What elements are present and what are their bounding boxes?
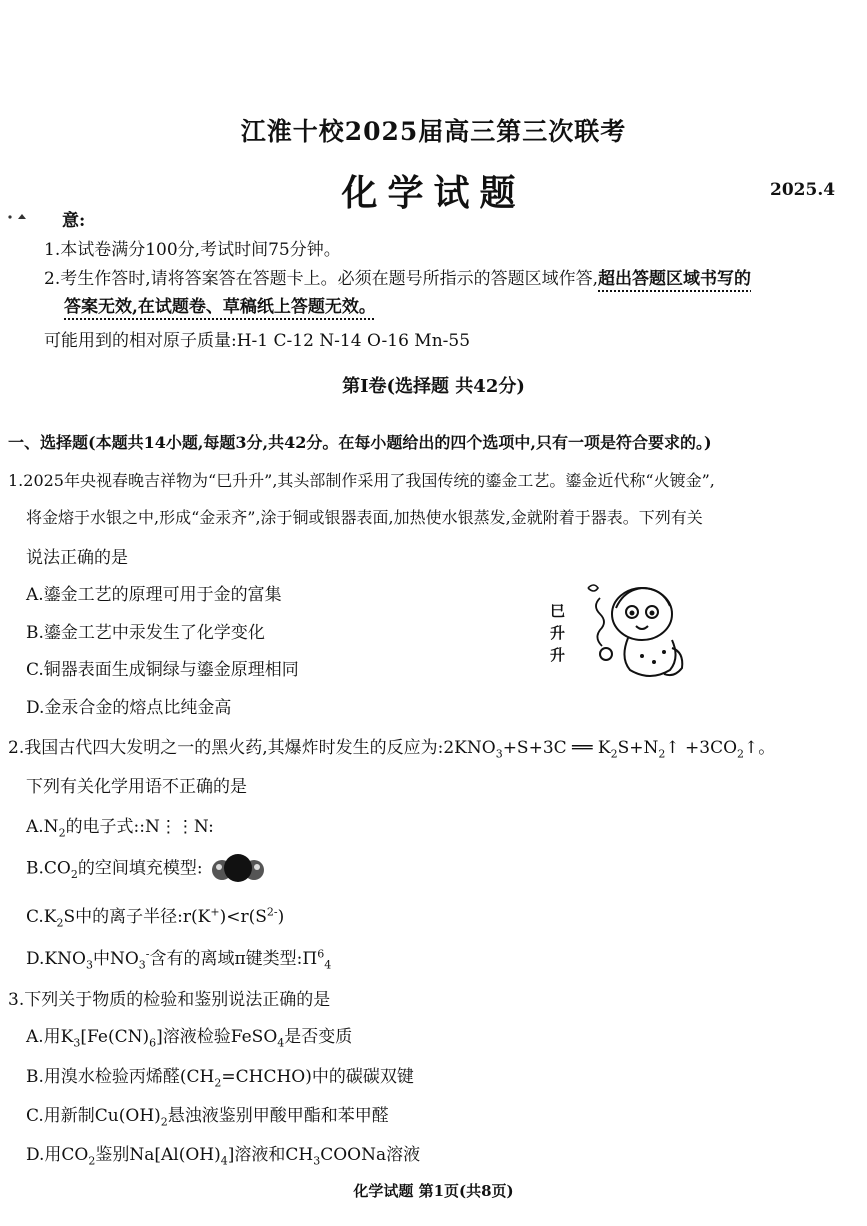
q1-option-a: A.鎏金工艺的原理可用于金的富集: [26, 585, 282, 605]
q3-sub: 2: [160, 1115, 168, 1129]
q3-a-mid: [Fe(CN): [80, 1027, 150, 1047]
q2-stem-line2: 下列有关化学用语不正确的是: [26, 777, 247, 797]
exam-date: 2025.4: [770, 180, 836, 200]
q2-stem-end: ↑。: [744, 738, 776, 758]
q2-d-pre: D.KNO: [26, 949, 86, 969]
page-footer: 化学试题 第1页(共8页): [353, 1182, 514, 1200]
q3-sub: 3: [73, 1036, 81, 1050]
notice-item-2-cont: 答案无效,在试题卷、草稿纸上答题无效。: [64, 297, 376, 317]
q3-option-a: [26, 1022, 352, 1049]
q3-a-mid2: ]溶液检验FeSO: [156, 1027, 278, 1047]
q2-d-post: 含有的离域π键类型:Π: [149, 949, 318, 969]
q3-d-end: COONa溶液: [320, 1145, 421, 1165]
q3-sub: 2: [214, 1076, 222, 1090]
q2-b-post: 的空间填充模型:: [77, 858, 203, 879]
q3-d-pre: D.用CO: [26, 1145, 89, 1165]
q2-sup: 2-: [266, 905, 278, 919]
q2-d-mid: 中NO: [92, 949, 139, 969]
q2-option-b: [26, 852, 268, 886]
q2-sub: 3: [85, 958, 93, 972]
co2-space-filling-model-icon: [208, 852, 268, 886]
q3-c-pre: C.用新制Cu(OH): [26, 1106, 161, 1126]
q3-d-mid: 鉴别Na[Al(OH): [95, 1145, 221, 1165]
q2-sub: 2: [658, 747, 666, 761]
q2-sub: 4: [324, 958, 332, 972]
q1-stem-line3: 说法正确的是: [26, 548, 128, 568]
q2-sub: 2: [610, 747, 618, 761]
q2-option-a: [26, 812, 214, 839]
atomic-masses: 可能用到的相对原子质量:H-1 C-12 N-14 O-16 Mn-55: [44, 331, 471, 351]
scan-mark-icon: [6, 210, 34, 224]
q3-sub: 3: [313, 1154, 321, 1168]
q2-c-mid: S中的离子半径:r(K: [63, 907, 211, 927]
notice-item-2-emphasis: 超出答题区域书写的: [598, 269, 752, 289]
notice-item-2-text: 2.考生作答时,请将答案答在答题卡上。必须在题号所指示的答题区域作答,: [44, 269, 599, 289]
q3-a-pre: A.用K: [26, 1027, 74, 1047]
q2-a-pre: A.N: [26, 817, 59, 837]
section-instruction: 一、选择题(本题共14小题,每题3分,共42分。在每小题给出的四个选项中,只有一项是符合要求的。): [8, 433, 712, 452]
q2-stem-mid2: ↑ +3CO: [665, 738, 738, 758]
q3-sub: 6: [149, 1036, 157, 1050]
q2-sup: 6: [317, 947, 325, 961]
q2-stem-post: +S+3C ══ K: [502, 738, 611, 758]
q3-stem: 3.下列关于物质的检验和鉴别说法正确的是: [8, 990, 331, 1010]
q2-sub: 2: [737, 747, 745, 761]
q3-sub: 4: [220, 1154, 228, 1168]
notice-item-1: 1.本试卷满分100分,考试时间75分钟。: [44, 240, 341, 260]
q2-c-pre: C.K: [26, 907, 57, 927]
q3-b-post: =CHCHO)中的碳碳双键: [221, 1067, 414, 1087]
q3-sub: 4: [277, 1036, 285, 1050]
q2-sub: 2: [70, 867, 78, 881]
q2-stem-pre: 2.我国古代四大发明之一的黑火药,其爆炸时发生的反应为:2KNO: [8, 738, 496, 758]
notice-item-2: [44, 264, 751, 289]
q3-a-end: 是否变质: [284, 1027, 353, 1047]
notice-heading: 意:: [62, 211, 86, 231]
q2-sub: 3: [495, 747, 503, 761]
subject-title: 化学试题: [341, 172, 526, 214]
q2-sub: 2: [58, 826, 66, 840]
section-title: 第I卷(选择题 共42分): [342, 376, 525, 397]
q2-stem-mid: S+N: [617, 738, 659, 758]
q2-sub: 2: [56, 916, 64, 930]
q2-option-d: [26, 944, 331, 971]
q2-sub: 3: [138, 958, 146, 972]
q2-option-c: [26, 902, 284, 929]
exam-title: 江淮十校2025届高三第三次联考: [240, 117, 627, 146]
q3-sub: 2: [88, 1154, 96, 1168]
q2-c-end: ): [277, 907, 285, 927]
q3-option-b: [26, 1062, 414, 1089]
q2-sup: -: [145, 947, 150, 961]
q2-sup: +: [210, 905, 220, 919]
q3-b-pre: B.用溴水检验丙烯醛(CH: [26, 1067, 215, 1087]
q2-c-mid2: )<r(S: [219, 907, 267, 927]
snake-mascot-icon: [540, 578, 690, 688]
mascot-label: 巳升升: [550, 602, 566, 664]
q3-c-post: 悬浊液鉴别甲酸甲酯和苯甲醛: [167, 1106, 389, 1126]
q1-option-c: C.铜器表面生成铜绿与鎏金原理相同: [26, 660, 299, 680]
q1-option-b: B.鎏金工艺中汞发生了化学变化: [26, 623, 265, 643]
q2-stem-line1: [8, 733, 775, 760]
q3-option-d: [26, 1140, 420, 1167]
q1-option-d: D.金汞合金的熔点比纯金高: [26, 698, 232, 718]
q2-a-post: 的电子式::N⋮⋮N:: [65, 817, 214, 837]
q1-stem-line1: 1.2025年央视春晚吉祥物为“巳升升”,其头部制作采用了我国传统的鎏金工艺。鎏金近代称“火镀金”,: [8, 471, 715, 490]
q2-b-pre: B.CO: [26, 858, 71, 879]
q3-option-c: [26, 1101, 389, 1128]
q1-stem-line2: 将金熔于水银之中,形成“金汞齐”,涂于铜或银器表面,加热使水银蒸发,金就附着于器表。下列有关: [26, 508, 703, 527]
q3-d-mid2: ]溶液和CH: [227, 1145, 314, 1165]
